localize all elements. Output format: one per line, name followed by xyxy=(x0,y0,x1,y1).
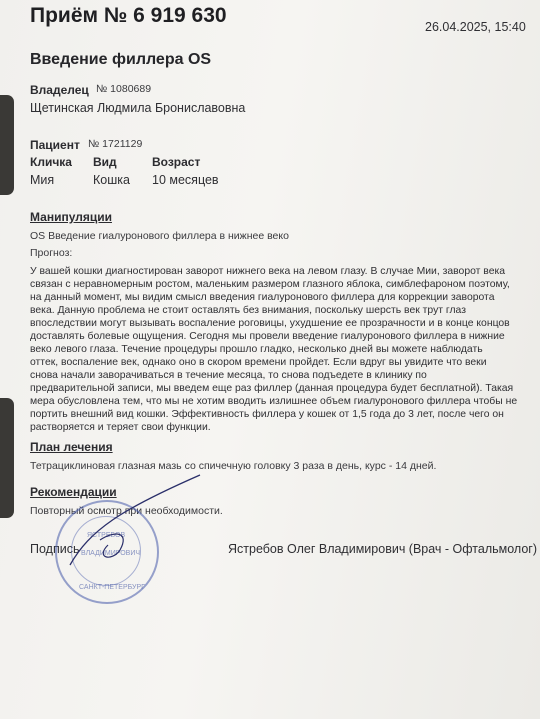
binder-punch-hole-top xyxy=(0,95,14,195)
prognosis-line: растворяется и теряет свои функции. xyxy=(30,422,211,433)
prognosis-line: портить внешний вид кошки. Эффективность филлера у кошек от 1,5 года до 3 лет, после чего он xyxy=(30,409,504,420)
prognosis-line: мера обусловлена тем, что мы не хотим вводить излишнее объем гиалуронового филлера чтобы не xyxy=(30,396,518,407)
column-header-species: Вид xyxy=(93,155,117,169)
recommendations-text: Повторный осмотр при необходимости. xyxy=(30,505,223,517)
signature-label: Подпись xyxy=(30,542,80,556)
owner-number: № 1080689 xyxy=(96,83,152,95)
owner-label: Владелец xyxy=(30,83,89,97)
pet-age: 10 месяцев xyxy=(152,173,219,187)
manipulation-item: OS Введение гиалуронового филлера в нижнее веко xyxy=(30,230,289,242)
stamp-line: ВЛАДИМИРОВИЧ xyxy=(81,550,141,557)
column-header-age: Возраст xyxy=(152,155,201,169)
procedure-title: Введение филлера OS xyxy=(30,51,212,68)
prognosis-line: предварительной записи, мы введем еще раз филлер (данная процедура будет бесплатной). Такая xyxy=(30,383,514,394)
pet-name: Мия xyxy=(30,173,55,187)
prognosis-line: на данный момент, мы видим смысл введения гиалуронового филлера для коррекции заворота xyxy=(30,292,495,303)
recommendations-heading: Рекомендации xyxy=(30,485,117,499)
page-title: Приём № 6 919 630 xyxy=(30,4,227,27)
column-header-name: Кличка xyxy=(30,155,72,169)
prognosis-line: оттек, воспаление век, однако оно в скором времени пройдет. Если вдруг вы увидите что веки xyxy=(30,357,487,368)
doctor-name: Ястребов Олег Владимирович (Врач - Офтальмолог) xyxy=(228,542,538,556)
patient-label: Пациент xyxy=(30,138,80,152)
stamp-line: ЯСТРЕБОВ xyxy=(87,532,126,539)
treatment-plan-heading: План лечения xyxy=(30,440,113,454)
patient-number: № 1721129 xyxy=(88,138,143,150)
pet-species: Кошка xyxy=(93,173,130,187)
prognosis-line: снова начали заворачиваться в течение месяца, то снова подъедете в клинику по xyxy=(30,370,427,381)
manipulations-heading: Манипуляции xyxy=(30,210,112,224)
prognosis-line: У вашей кошки диагностирован заворот нижнего века на левом глазу. В случае Мии, заворот века xyxy=(30,266,506,277)
prognosis-line: доставлять болевые ощущения. Сегодня мы провели введение гиалуронового филлера в нижние xyxy=(30,331,505,342)
prognosis-line: века. Данную проблема не стоит оставлять без внимания, поскольку шерсть век трут глаз xyxy=(30,305,466,316)
treatment-plan-text: Тетрациклиновая глазная мазь со спичечную головку 3 раза в день, курс - 14 дней. xyxy=(30,460,437,472)
prognosis-line: впоследствии могут вызывать воспаление роговицы, ухудшение ее прозрачности и в конце концов xyxy=(30,318,510,329)
prognosis-label: Прогноз: xyxy=(30,247,73,259)
prognosis-line: веко левого глаза. Течение процедуры прошло гладко, несколько дней вы можете наблюдать xyxy=(30,344,483,355)
handwritten-signature xyxy=(60,470,210,580)
binder-punch-hole-bottom xyxy=(0,398,14,518)
owner-name: Щетинская Людмила Брониславовна xyxy=(30,101,246,115)
visit-datetime: 26.04.2025, 15:40 xyxy=(425,20,526,34)
prognosis-line: связан с неравномерным ростом, маленьким размером глазного яблока, симблефароном поэтому, xyxy=(30,279,510,290)
stamp-line: САНКТ-ПЕТЕРБУРГ xyxy=(79,584,145,591)
